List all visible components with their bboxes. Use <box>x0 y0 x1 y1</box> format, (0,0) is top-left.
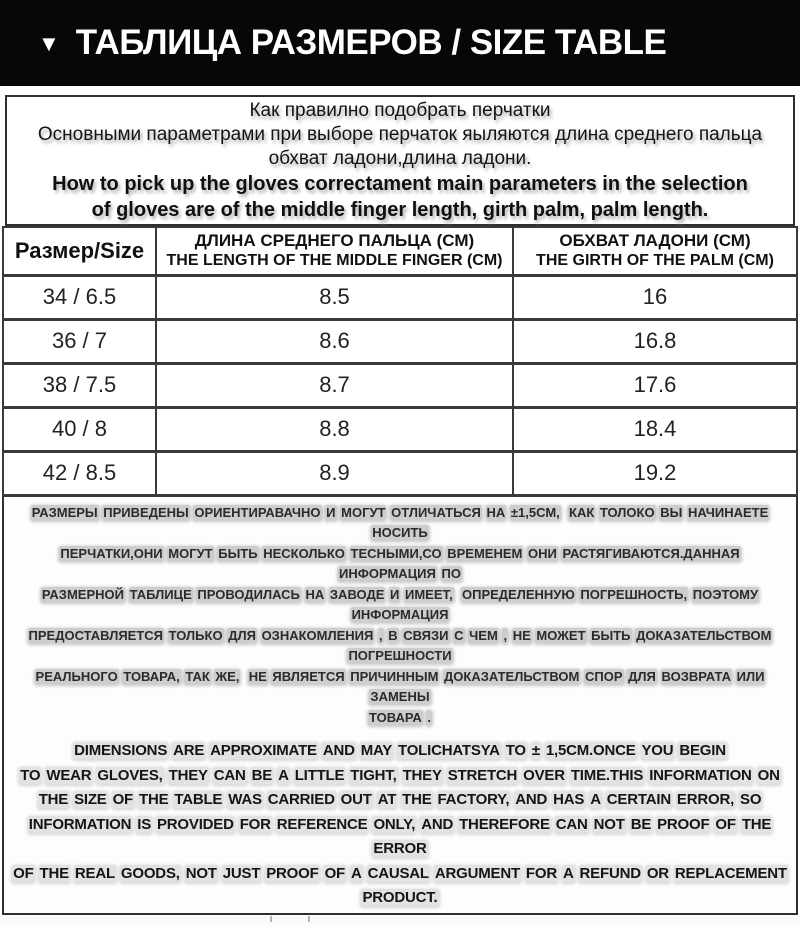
column-header-size <box>3 227 156 275</box>
column-divider-tick <box>270 916 272 922</box>
table-header-row <box>3 227 797 275</box>
palm-girth-cell: 17.6 <box>513 363 797 407</box>
disclaimer-ru-line: ТОВАРА . <box>368 709 432 725</box>
finger-length-cell: 8.6 <box>156 319 513 363</box>
disclaimer-en-line: TO WEAR GLOVES, THEY CAN BE A LITTLE TIGHT, THEY STRETCH OVER TIME.THIS INFORMATION ON <box>20 766 780 784</box>
disclaimer-ru-line: РЕАЛЬНОГО ТОВАРА, ТАК ЖЕ, НЕ ЯВЛЯЕТСЯ ПРИЧИННЫМ ДОКАЗАТЕЛЬСТВОМ СПОР ДЛЯ ВОЗВРАТА ИЛИ ЗАМЕНЫ <box>35 668 765 704</box>
table-row <box>3 407 797 451</box>
column-header-finger-ru: ДЛИНА СРЕДНЕГО ПАЛЬЦА (СМ) <box>194 231 475 251</box>
table-row <box>3 451 797 495</box>
disclaimer-en-line: INFORMATION IS PROVIDED FOR REFERENCE ONLY, AND THEREFORE CAN NOT BE PROOF OF THE ERROR <box>28 815 772 857</box>
disclaimer-box <box>2 497 798 915</box>
disclaimer-ru-line: РАЗМЕРЫ ПРИВЕДЕНЫ ОРИЕНТИРАВАЧНО И МОГУТ ОТЛИЧАТЬСЯ НА ±1,5СМ, КАК ТОЛОКО ВЫ НАЧИНАЕТЕ НОСИТЬ <box>31 504 769 540</box>
column-header-palm-girth <box>513 227 797 275</box>
column-header-finger-length <box>156 227 513 275</box>
intro-ru-line: Основными параметрами при выборе перчаток яыляются длина среднего пальца <box>37 124 763 145</box>
table-row <box>3 319 797 363</box>
intro-ru-line: обхват ладони,длина ладони. <box>268 148 532 169</box>
column-header-palm-en: THE GIRTH OF THE PALM (CM) <box>536 252 774 270</box>
size-table-banner <box>0 0 800 86</box>
finger-length-cell: 8.5 <box>156 275 513 319</box>
next-section-edge <box>0 915 800 927</box>
disclaimer-en-line: DIMENSIONS ARE APPROXIMATE AND MAY TOLICHATSYA TO ± 1,5CM.ONCE YOU BEGIN <box>74 742 726 759</box>
intro-en-line: How to pick up the gloves correctament main parameters in the selection <box>52 173 748 195</box>
size-cell: 38 / 7.5 <box>3 363 156 407</box>
column-header-finger-en: THE LENGTH OF THE MIDDLE FINGER (CM) <box>166 252 503 270</box>
size-cell: 40 / 8 <box>3 407 156 451</box>
disclaimer-block-gap <box>12 728 788 739</box>
column-header-palm-ru: ОБХВАТ ЛАДОНИ (СМ) <box>559 231 751 251</box>
disclaimer-en-line: THE SIZE OF THE TABLE WAS CARRIED OUT AT THE FACTORY, AND HAS A CERTAIN ERROR, SO <box>38 791 762 808</box>
table-row <box>3 275 797 319</box>
table-row <box>3 363 797 407</box>
page-title: ТАБЛИЦА РАЗМЕРОВ / SIZE TABLE <box>75 23 667 62</box>
column-divider-tick <box>308 916 310 922</box>
intro-ru-line: Как правилно подобрать перчатки <box>249 100 551 121</box>
disclaimer-en-line: PRODUCT. <box>362 889 438 906</box>
banner-separator <box>0 86 800 95</box>
size-table <box>2 226 798 497</box>
palm-girth-cell: 16.8 <box>513 319 797 363</box>
intro-en-line: of gloves are of the middle finger length, girth palm, palm length. <box>91 199 709 221</box>
intro-box <box>5 95 795 226</box>
column-header-size-label: Размер/Size <box>14 237 145 263</box>
triangle-down-icon: ▼ <box>38 31 60 56</box>
disclaimer-ru-line: ПРЕДОСТАВЛЯЕТСЯ ТОЛЬКО ДЛЯ ОЗНАКОМЛЕНИЯ , В СВЯЗИ С ЧЕМ , НЕ МОЖЕТ БЫТЬ ДОКАЗАТЕЛЬСТВОМ ПОГРЕШНОСТИ <box>28 627 772 663</box>
disclaimer-ru-line: РАЗМЕРНОЙ ТАБЛИЦЕ ПРОВОДИЛАСЬ НА ЗАВОДЕ И ИМЕЕТ, ОПРЕДЕЛЕННУЮ ПОГРЕШНОСТЬ, ПОЭТОМУ ИНФОРМАЦИЯ <box>41 586 759 622</box>
size-cell: 42 / 8.5 <box>3 451 156 495</box>
finger-length-cell: 8.9 <box>156 451 513 495</box>
finger-length-cell: 8.7 <box>156 363 513 407</box>
palm-girth-cell: 19.2 <box>513 451 797 495</box>
palm-girth-cell: 18.4 <box>513 407 797 451</box>
palm-girth-cell: 16 <box>513 275 797 319</box>
size-cell: 36 / 7 <box>3 319 156 363</box>
disclaimer-en-line: OF THE REAL GOODS, NOT JUST PROOF OF A CAUSAL ARGUMENT FOR A REFUND OR REPLACEMENT <box>13 864 787 882</box>
disclaimer-ru-line: ПЕРЧАТКИ,ОНИ МОГУТ БЫТЬ НЕСКОЛЬКО ТЕСНЫМИ,СО ВРЕМЕНЕМ ОНИ РАСТЯГИВАЮТСЯ.ДАННАЯ ИНФОРМАЦИЯ ПО <box>60 545 740 581</box>
finger-length-cell: 8.8 <box>156 407 513 451</box>
size-cell: 34 / 6.5 <box>3 275 156 319</box>
